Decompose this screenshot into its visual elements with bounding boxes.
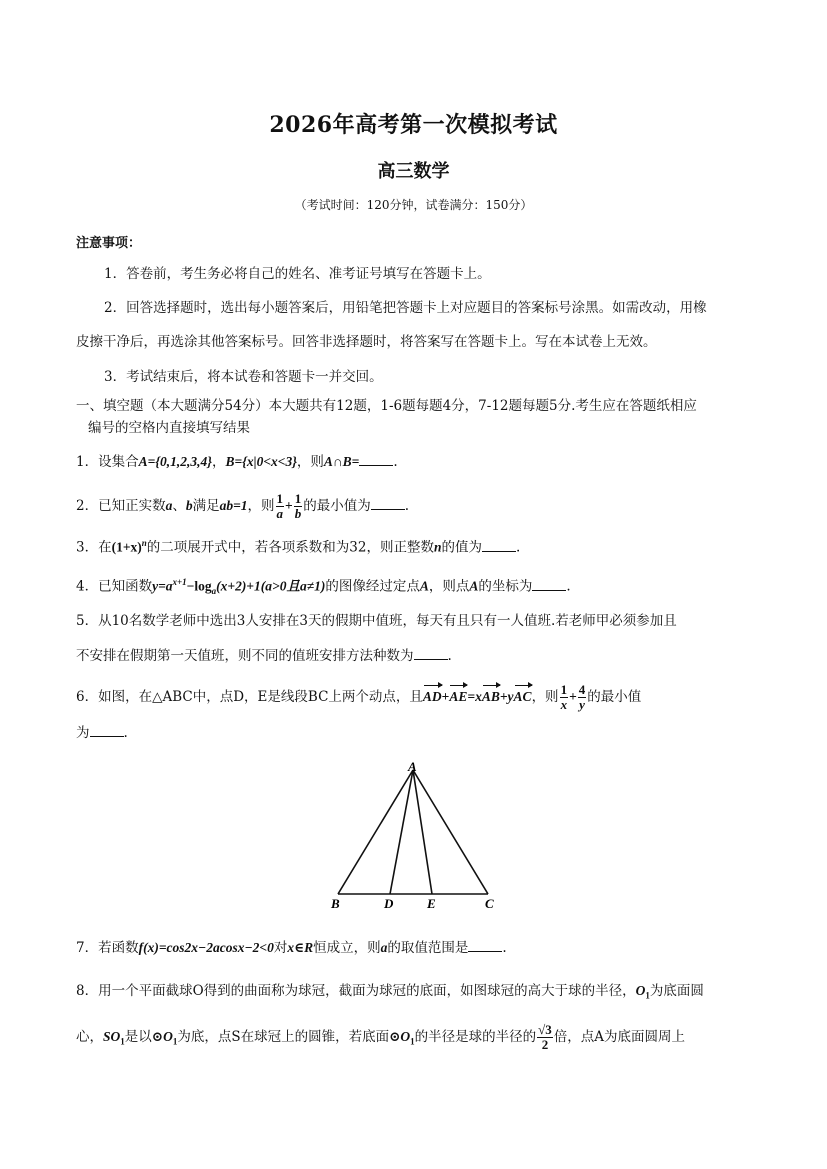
q2-mid: ，则 <box>247 498 275 514</box>
section-header-line-1: 一、填空题（本大题满分54分）本大题共有12题，1-6题每题4分，7-12题每题5分.考生应在答题纸相应 <box>76 398 697 414</box>
notice-title: 注意事项： <box>76 236 142 251</box>
q6-vec-ad: AD <box>423 687 442 707</box>
segment-ae <box>413 770 432 894</box>
notice-item-2-line-1: 2．回答选择题时，选出每小题答案后，用铅笔把答题卡上对应题目的答案标号涂黑。如需改动，用橡 <box>104 300 707 316</box>
q4-f1-exp: x+1 <box>172 577 187 587</box>
q6-plus3: + <box>569 689 577 704</box>
q2-frac2-den: b <box>294 506 302 521</box>
q3-exp: n <box>141 538 147 548</box>
q2-frac1-den: a <box>276 506 284 521</box>
side-ac <box>413 770 488 894</box>
q6-eq: =x <box>467 689 482 704</box>
q8-circ1: ⊙O <box>151 1029 173 1044</box>
q7-end: . <box>502 940 507 956</box>
q8-so1-sub: 1 <box>120 1036 125 1047</box>
q4-post: 的坐标为 <box>478 578 533 595</box>
q5-line2-text: 不安排在假期第一天值班，则不同的值班安排方法种数为 <box>76 648 414 664</box>
q7-a: a <box>380 940 388 955</box>
q8-line1-end: 为底面圆 <box>649 983 704 999</box>
q7-mid: 对 <box>273 940 288 956</box>
q4-prefix: 4．已知函数 <box>76 578 153 595</box>
q8-line2-b: 为底，点S在球冠上的圆锥，若底面 <box>177 1029 390 1045</box>
q2-dun: 、 <box>172 498 186 514</box>
q8-so1: SO <box>103 1029 121 1044</box>
label-c: C <box>485 896 494 908</box>
q4-f2-sub: a <box>211 586 217 597</box>
q5-end: . <box>447 648 452 664</box>
question-5-line-2 <box>76 645 452 666</box>
q7-prefix: 7．若函数 <box>76 940 139 956</box>
question-8-line-1 <box>76 981 704 1006</box>
exam-subtitle: 高三数学 <box>377 161 450 182</box>
q4-mid2: ，则点 <box>428 578 470 595</box>
q6-vec-ab: AB <box>482 687 500 707</box>
q2-fraction-2 <box>294 492 303 521</box>
q2-frac1-num: 1 <box>276 491 284 506</box>
q2-b: b <box>185 498 193 513</box>
q4-answer-blank[interactable] <box>532 576 566 591</box>
question-8-line-2 <box>76 1023 685 1052</box>
label-e: E <box>427 896 436 908</box>
triangle-figure <box>322 758 502 908</box>
q2-prefix: 2．已知正实数 <box>76 498 166 514</box>
q7-expr: f(x)=cos2x−2acosx−2<0 <box>138 940 274 955</box>
q6-vec-ac: AC <box>514 687 532 707</box>
q4-A2: A <box>469 578 479 594</box>
q5-answer-blank[interactable] <box>414 645 448 660</box>
q2-end: . <box>404 498 410 514</box>
question-6-line-1 <box>76 683 641 712</box>
q3-expr: (1+x) <box>111 539 142 555</box>
q6-fraction-1 <box>560 683 569 712</box>
q6-answer-blank[interactable] <box>90 722 124 737</box>
q4-end: . <box>566 578 571 595</box>
question-5-line-1: 5．从10名数学老师中选出3人安排在3天的假期中值班，每天有且只有一人值班.若老师甲必须参加且 <box>76 613 677 629</box>
q8-o1: O <box>635 983 646 998</box>
q1-end: . <box>393 454 398 470</box>
q6-plus2: +y <box>499 689 514 704</box>
q3-n: n <box>433 539 442 555</box>
q8-line2-pre: 心， <box>76 1029 103 1045</box>
label-b: B <box>331 896 340 908</box>
q1-sep: ， <box>211 454 226 470</box>
q2-answer-blank[interactable] <box>371 495 405 510</box>
q2-plus: + <box>285 498 293 513</box>
q8-circ1-sub: 1 <box>172 1036 178 1047</box>
question-3 <box>76 533 520 558</box>
q2-fraction-1 <box>276 492 285 521</box>
notice-item-3: 3．考试结束后，将本试卷和答题卡一并交回。 <box>104 369 383 385</box>
notice-item-1: 1．答卷前，考生务必将自己的姓名、准考证号填写在答题卡上。 <box>104 266 491 282</box>
exam-time-info: （考试时间：120分钟，试卷满分：150分） <box>294 198 533 212</box>
q6-frac2-den: y <box>579 697 585 712</box>
q6-vec-ae: AE <box>449 687 467 707</box>
q7-mid2: 恒成立，则 <box>313 940 381 956</box>
q2-cond-pre: 满足 <box>192 498 220 514</box>
q2-cond: ab=1 <box>219 498 248 513</box>
q4-mid: 的图像经过定点 <box>325 578 420 595</box>
q4-f2: −log <box>186 578 212 594</box>
q7-domain: x∈R <box>287 940 314 955</box>
question-4 <box>76 572 571 601</box>
q1-set-a: A={0,1,2,3,4} <box>138 454 212 469</box>
q6-end: . <box>123 725 128 741</box>
q8-o1-sub: 1 <box>645 990 650 1001</box>
q8-line2-end: 倍，点A为底面圆周上 <box>553 1029 686 1045</box>
question-2 <box>76 492 409 521</box>
q1-expr: A∩B= <box>323 454 360 469</box>
q8-sqrt-num: √3 <box>538 1022 552 1037</box>
question-7 <box>76 937 507 958</box>
q4-cond: (a>0且a≠1) <box>260 578 326 594</box>
q3-post: 的值为 <box>441 539 482 556</box>
q2-post: 的最小值为 <box>303 498 371 514</box>
q3-prefix: 3．在 <box>76 539 112 556</box>
notice-item-2-line-2: 皮擦干净后，再选涂其他答案标号。回答非选择题时，将答案写在答题卡上。写在本试卷上无效。 <box>76 334 657 350</box>
question-6-line-2 <box>76 722 128 743</box>
q6-fraction-2 <box>578 683 587 712</box>
exam-title: 2026年高考第一次模拟考试 <box>269 112 558 138</box>
q8-circ2-sub: 1 <box>410 1036 415 1047</box>
q8-circ2: ⊙O <box>389 1029 411 1044</box>
q6-mid: ，则 <box>531 689 559 705</box>
q8-sqrt-fraction <box>537 1023 553 1052</box>
q8-line2-a: 是以 <box>124 1029 152 1045</box>
label-d: D <box>384 896 394 908</box>
q2-a: a <box>165 498 173 513</box>
label-a: A <box>408 759 417 774</box>
q6-plus: + <box>441 689 450 704</box>
q6-line2-text: 为 <box>76 725 90 741</box>
q1-prefix: 1．设集合 <box>76 454 139 470</box>
q6-frac1-den: x <box>560 697 568 712</box>
q7-answer-blank[interactable] <box>468 937 502 952</box>
q6-prefix: 6．如图，在△ABC中，点D，E是线段BC上两个动点，且 <box>76 689 423 705</box>
q7-post: 的取值范围是 <box>387 940 469 956</box>
q1-answer-blank[interactable] <box>359 451 393 466</box>
q4-A1: A <box>419 578 429 594</box>
q4-f1: y=a <box>152 578 173 594</box>
q3-answer-blank[interactable] <box>482 537 516 552</box>
q6-post: 的最小值 <box>587 689 642 705</box>
q2-frac2-num: 1 <box>294 491 302 506</box>
q6-frac2-num: 4 <box>578 682 586 697</box>
q3-end: . <box>516 539 521 556</box>
q1-set-b: B={x|0<x<3} <box>225 454 297 469</box>
q4-f3: (x+2)+1 <box>216 578 261 594</box>
q6-frac1-num: 1 <box>560 682 568 697</box>
q1-mid: ，则 <box>296 454 324 470</box>
question-1 <box>76 451 398 472</box>
q8-line1-text: 8．用一个平面截球O得到的曲面称为球冠，截面为球冠的底面，如图球冠的高大于球的半径， <box>76 983 636 999</box>
section-header-line-2: 编号的空格内直接填写结果 <box>88 420 250 436</box>
q8-line2-c: 的半径是球的半径的 <box>414 1029 537 1045</box>
q8-sqrt-den: 2 <box>541 1037 549 1052</box>
q3-mid: 的二项展开式中，若各项系数和为32，则正整数 <box>146 539 434 556</box>
